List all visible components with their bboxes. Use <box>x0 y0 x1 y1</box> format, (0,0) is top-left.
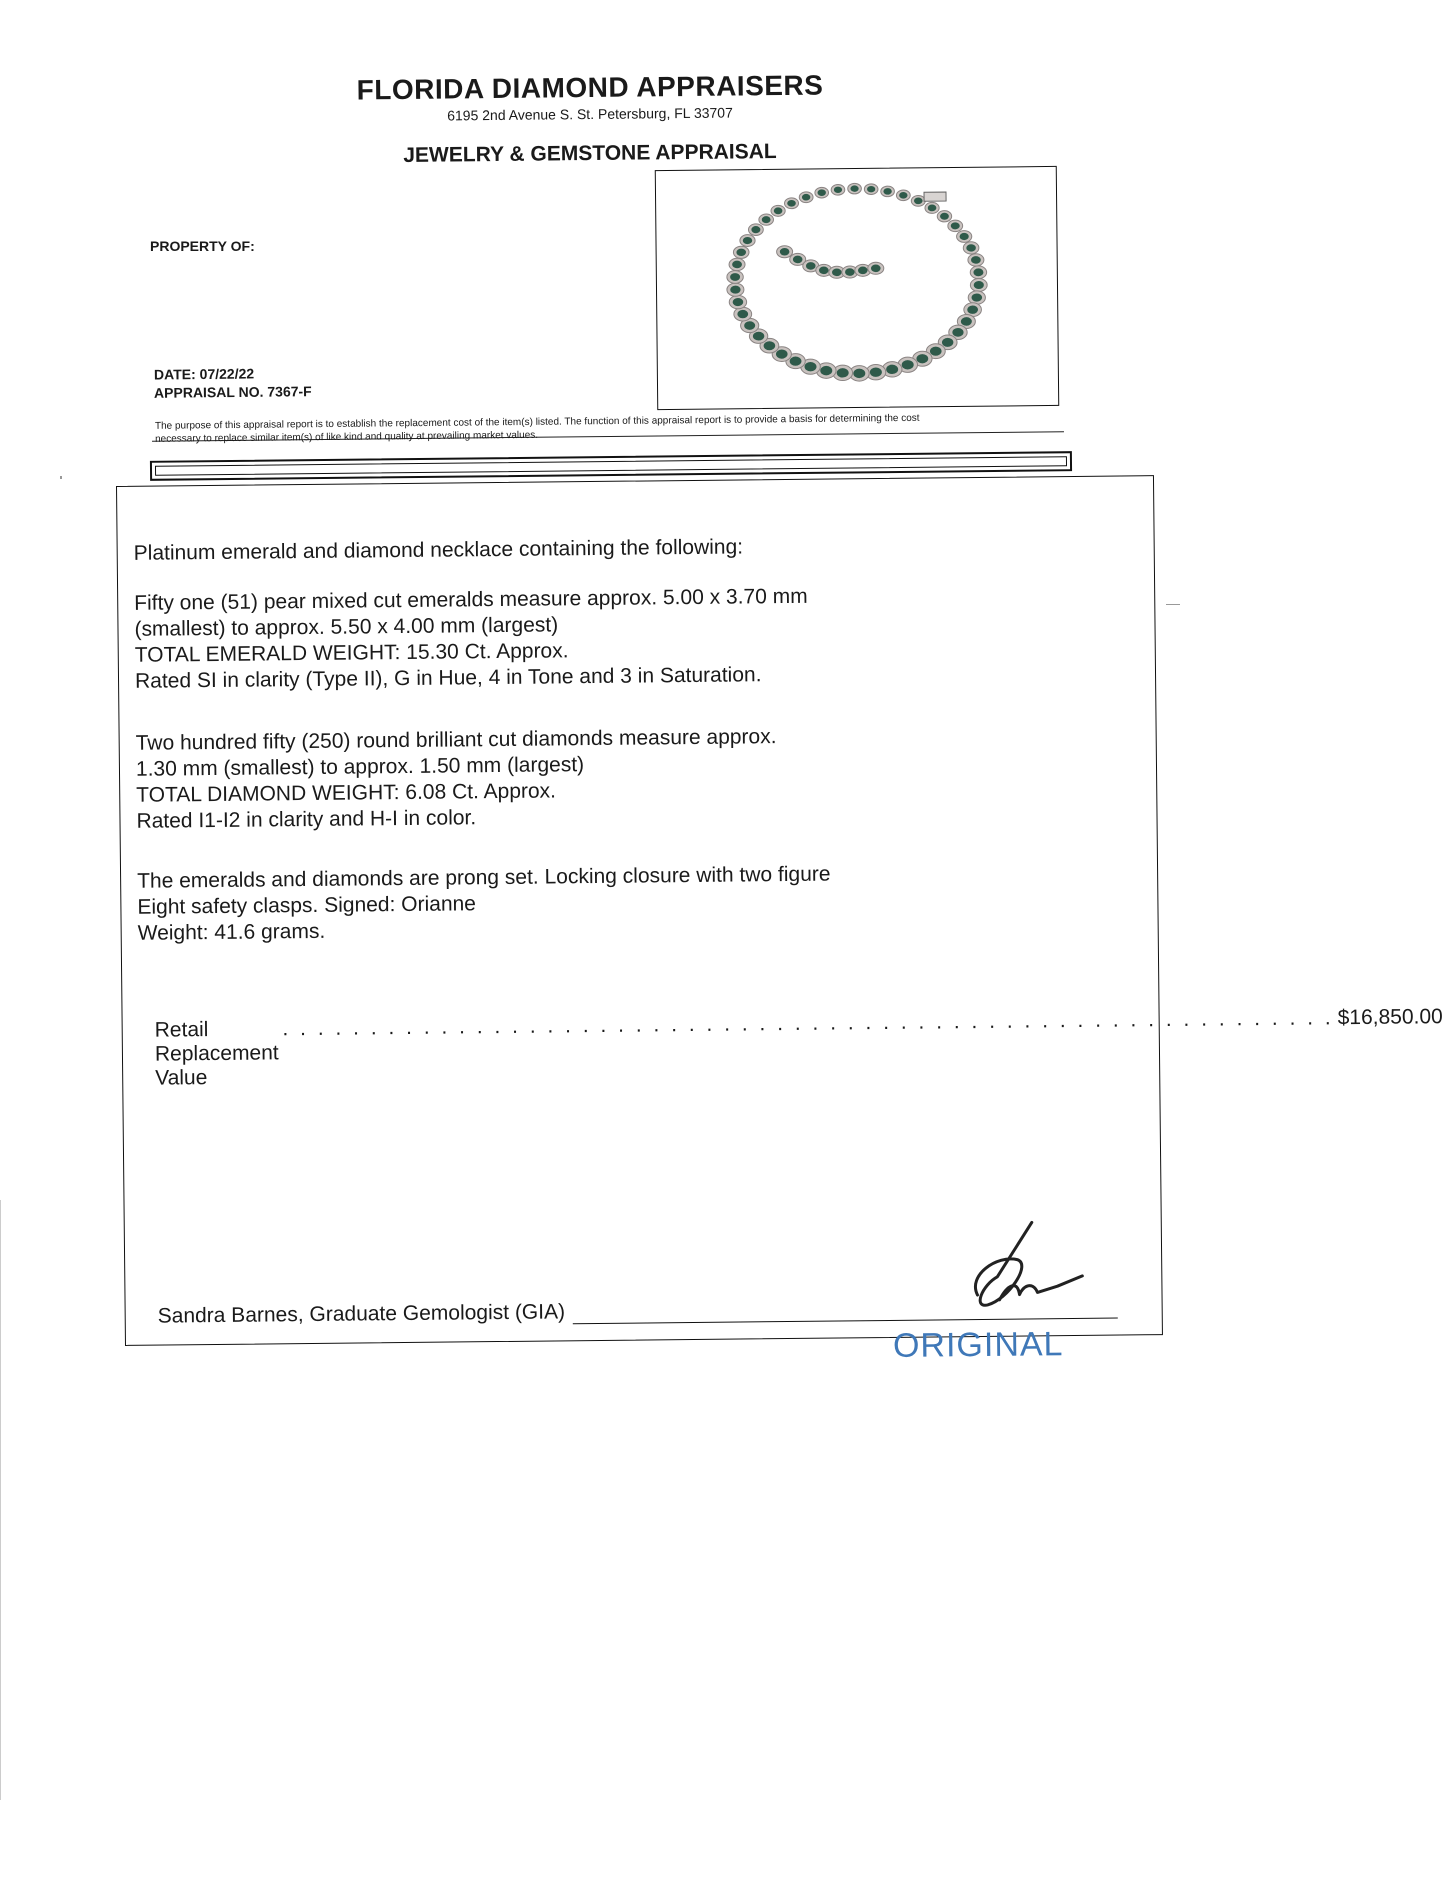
signature-line <box>573 1300 1118 1325</box>
diamond-line: TOTAL DIAMOND WEIGHT: 6.08 Ct. Approx. <box>136 779 557 807</box>
document-title: JEWELRY & GEMSTONE APPRAISAL <box>403 140 777 167</box>
retail-value-amount: $16,850.00 <box>1337 1005 1443 1030</box>
description-box <box>116 475 1443 1346</box>
retail-value-label: Retail Replacement Value <box>154 1018 279 1090</box>
scan-speck <box>1166 604 1180 605</box>
setting-line: The emeralds and diamonds are prong set. Locking closure with two figure <box>137 862 831 893</box>
necklace-photo <box>655 166 1059 410</box>
diamond-line: Two hundred fifty (250) round brilliant cut diamonds measure approx. <box>135 725 777 755</box>
emerald-details <box>134 581 1115 695</box>
original-stamp: ORIGINAL <box>892 1325 1064 1365</box>
handwritten-signature <box>937 1214 1088 1326</box>
purpose-statement <box>155 410 1075 446</box>
gemologist-name: Sandra Barnes, Graduate Gemologist (GIA) <box>157 1300 566 1328</box>
property-of-label: PROPERTY OF: <box>150 238 255 254</box>
scan-edge-line <box>0 1200 1 1800</box>
description-intro: Platinum emerald and diamond necklace containing the following: <box>133 535 744 565</box>
purpose-line-1: The purpose of this appraisal report is to establish the replacement cost of the item(s) listed. The function of this appraisal report is to provide a basis for determining the cost <box>154 412 920 432</box>
diamond-details <box>136 721 1117 835</box>
setting-line: Eight safety clasps. Signed: Orianne <box>137 892 477 919</box>
diamond-line: 1.30 mm (smallest) to approx. 1.50 mm (largest) <box>135 753 585 781</box>
setting-details <box>137 859 1118 947</box>
leader-dots: . . . . . . . . . . . . . . . . . . . . . . . . . . . . . . . . . . . . . . . . . . . . . . . . . . . . . . . . . . . . <box>282 1006 1334 1041</box>
retail-value-row <box>154 1005 1443 1091</box>
company-name: FLORIDA DIAMOND APPRAISERS <box>356 69 824 106</box>
emerald-line: Rated SI in clarity (Type II), G in Hue, 4 in Tone and 3 in Saturation. <box>134 663 762 693</box>
appraisal-number-row <box>154 383 312 401</box>
necklace-image <box>656 167 1058 409</box>
setting-line: Weight: 41.6 grams. <box>137 919 326 945</box>
date-row <box>154 365 254 382</box>
emerald-line: TOTAL EMERALD WEIGHT: 15.30 Ct. Approx. <box>134 639 569 667</box>
gemologist-signature-row <box>158 1295 1118 1329</box>
company-address: 6195 2nd Avenue S. St. Petersburg, FL 33707 <box>447 104 733 124</box>
emerald-line: (smallest) to approx. 5.50 x 4.00 mm (largest) <box>134 613 559 641</box>
appraisal-number-value: 7367-F <box>267 383 312 400</box>
purpose-line-2: necessary to replace similar item(s) of like kind and quality at prevailing market values. <box>155 429 539 445</box>
necklace-clasp <box>924 192 946 201</box>
scan-speck <box>60 476 62 479</box>
date-value: 07/22/22 <box>199 365 255 383</box>
date-label: DATE: <box>153 366 196 383</box>
emerald-line: Fifty one (51) pear mixed cut emeralds measure approx. 5.00 x 3.70 mm <box>134 584 808 615</box>
appraisal-number-label: APPRAISAL NO. <box>153 383 264 401</box>
double-rule-bar <box>150 451 1072 481</box>
diamond-line: Rated I1-I2 in clarity and H-I in color. <box>136 806 477 833</box>
